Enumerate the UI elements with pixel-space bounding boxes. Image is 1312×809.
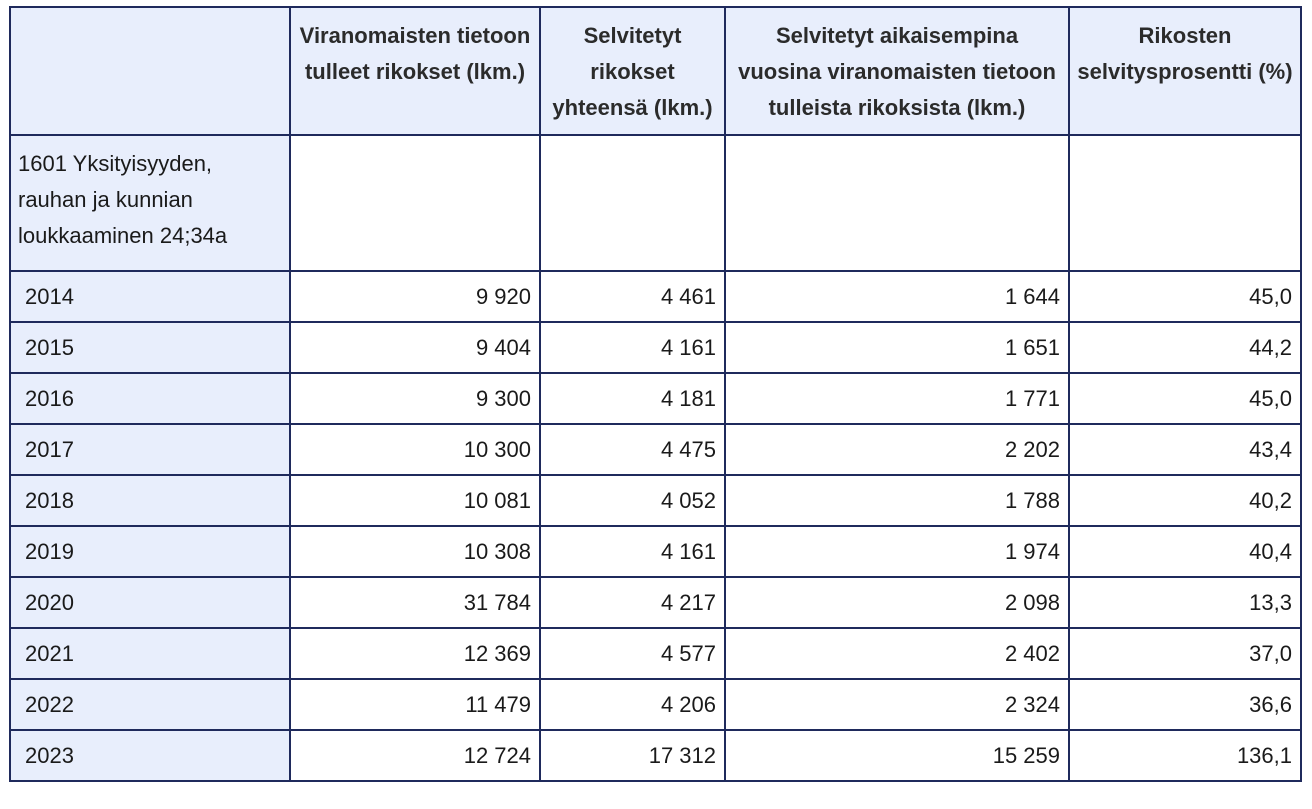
clearance-rate-cell: 136,1 bbox=[1069, 730, 1301, 781]
solved-previous-years-cell: 15 259 bbox=[725, 730, 1069, 781]
clearance-rate-cell: 40,2 bbox=[1069, 475, 1301, 526]
clearance-rate-cell: 43,4 bbox=[1069, 424, 1301, 475]
solved-previous-years-cell: 2 202 bbox=[725, 424, 1069, 475]
reported-crimes-cell: 9 404 bbox=[290, 322, 540, 373]
header-solved-crimes: Selvitetyt rikokset yhteensä (lkm.) bbox=[540, 7, 725, 135]
solved-crimes-cell: 4 181 bbox=[540, 373, 725, 424]
solved-crimes-cell: 17 312 bbox=[540, 730, 725, 781]
reported-crimes-cell: 12 369 bbox=[290, 628, 540, 679]
table-row bbox=[10, 526, 1301, 577]
table-row bbox=[10, 475, 1301, 526]
table-row bbox=[10, 577, 1301, 628]
reported-crimes-cell: 9 920 bbox=[290, 271, 540, 322]
solved-crimes-cell: 4 206 bbox=[540, 679, 725, 730]
solved-crimes-cell: 4 052 bbox=[540, 475, 725, 526]
year-cell: 2017 bbox=[10, 424, 290, 475]
header-clearance-rate: Rikosten selvitysprosentti (%) bbox=[1069, 7, 1301, 135]
group-row bbox=[10, 135, 1301, 271]
year-cell: 2019 bbox=[10, 526, 290, 577]
clearance-rate-cell: 40,4 bbox=[1069, 526, 1301, 577]
reported-crimes-cell: 10 308 bbox=[290, 526, 540, 577]
group-cell-empty bbox=[725, 135, 1069, 271]
year-cell: 2022 bbox=[10, 679, 290, 730]
solved-crimes-cell: 4 161 bbox=[540, 526, 725, 577]
solved-crimes-cell: 4 217 bbox=[540, 577, 725, 628]
clearance-rate-cell: 36,6 bbox=[1069, 679, 1301, 730]
clearance-rate-cell: 45,0 bbox=[1069, 271, 1301, 322]
group-cell-empty bbox=[290, 135, 540, 271]
solved-crimes-cell: 4 461 bbox=[540, 271, 725, 322]
year-cell: 2023 bbox=[10, 730, 290, 781]
solved-previous-years-cell: 1 788 bbox=[725, 475, 1069, 526]
reported-crimes-cell: 31 784 bbox=[290, 577, 540, 628]
solved-crimes-cell: 4 161 bbox=[540, 322, 725, 373]
header-solved-previous-years: Selvitetyt aikaisempina vuosina viranomaisten tietoon tulleista rikoksista (lkm.) bbox=[725, 7, 1069, 135]
group-label: 1601 Yksityisyyden, rauhan ja kunnian loukkaaminen 24;34a bbox=[10, 135, 290, 271]
clearance-rate-cell: 45,0 bbox=[1069, 373, 1301, 424]
crime-statistics-table bbox=[9, 6, 1302, 782]
reported-crimes-cell: 9 300 bbox=[290, 373, 540, 424]
solved-previous-years-cell: 1 771 bbox=[725, 373, 1069, 424]
year-cell: 2018 bbox=[10, 475, 290, 526]
solved-crimes-cell: 4 475 bbox=[540, 424, 725, 475]
header-empty-cell bbox=[10, 7, 290, 135]
table-row bbox=[10, 322, 1301, 373]
clearance-rate-cell: 44,2 bbox=[1069, 322, 1301, 373]
solved-previous-years-cell: 2 402 bbox=[725, 628, 1069, 679]
solved-previous-years-cell: 2 098 bbox=[725, 577, 1069, 628]
reported-crimes-cell: 10 081 bbox=[290, 475, 540, 526]
header-reported-crimes: Viranomaisten tietoon tulleet rikokset (lkm.) bbox=[290, 7, 540, 135]
table-row bbox=[10, 271, 1301, 322]
reported-crimes-cell: 12 724 bbox=[290, 730, 540, 781]
solved-previous-years-cell: 2 324 bbox=[725, 679, 1069, 730]
table-row bbox=[10, 679, 1301, 730]
year-cell: 2020 bbox=[10, 577, 290, 628]
solved-crimes-cell: 4 577 bbox=[540, 628, 725, 679]
table-header-row bbox=[10, 7, 1301, 135]
year-cell: 2021 bbox=[10, 628, 290, 679]
group-cell-empty bbox=[540, 135, 725, 271]
year-cell: 2016 bbox=[10, 373, 290, 424]
year-cell: 2014 bbox=[10, 271, 290, 322]
solved-previous-years-cell: 1 651 bbox=[725, 322, 1069, 373]
reported-crimes-cell: 10 300 bbox=[290, 424, 540, 475]
group-cell-empty bbox=[1069, 135, 1301, 271]
table-row bbox=[10, 730, 1301, 781]
table-row bbox=[10, 424, 1301, 475]
statistics-table-container bbox=[9, 6, 1302, 782]
year-cell: 2015 bbox=[10, 322, 290, 373]
table-row bbox=[10, 628, 1301, 679]
solved-previous-years-cell: 1 974 bbox=[725, 526, 1069, 577]
table-row bbox=[10, 373, 1301, 424]
solved-previous-years-cell: 1 644 bbox=[725, 271, 1069, 322]
clearance-rate-cell: 13,3 bbox=[1069, 577, 1301, 628]
clearance-rate-cell: 37,0 bbox=[1069, 628, 1301, 679]
reported-crimes-cell: 11 479 bbox=[290, 679, 540, 730]
